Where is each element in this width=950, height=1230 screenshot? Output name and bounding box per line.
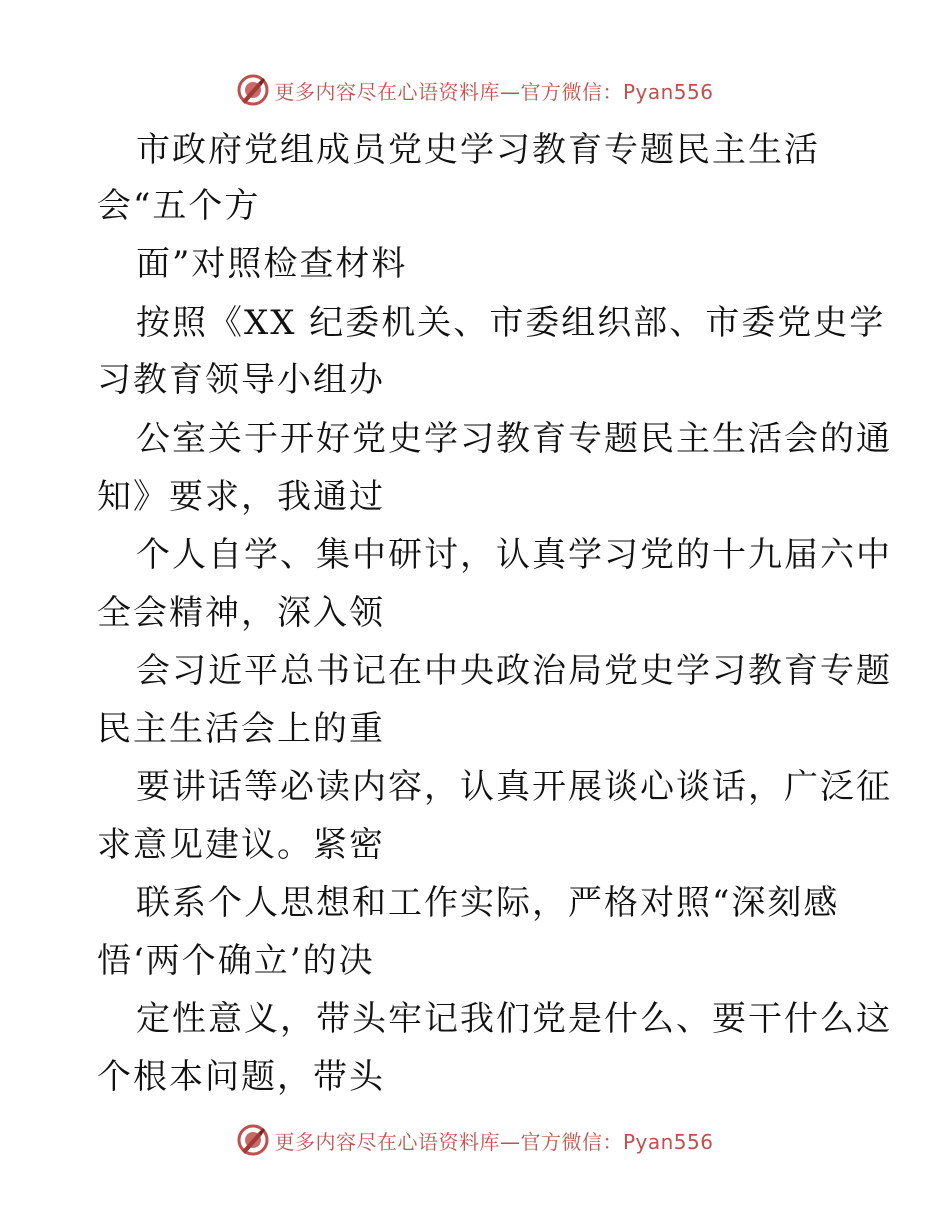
doc-line: 全会精神，深入领	[97, 593, 385, 633]
doc-line: 定性意义，带头牢记我们党是什么、要干什么这	[136, 999, 892, 1039]
doc-line: 会习近平总书记在中央政治局党史学习教育专题	[136, 651, 892, 691]
doc-line: 民主生活会上的重	[97, 709, 385, 749]
doc-line: 个人自学、集中研讨，认真学习党的十九届六中	[136, 535, 892, 575]
doc-line: 悟‘两个确立’的决	[97, 941, 375, 981]
pen-logo-icon	[236, 73, 270, 107]
header-watermark-text: 更多内容尽在心语资料库—官方微信：Pyan556	[274, 79, 714, 104]
doc-line: 市政府党组成员党史学习教育专题民主生活	[136, 130, 820, 170]
doc-line: 求意见建议。紧密	[97, 825, 385, 865]
doc-line: 公室关于开好党史学习教育专题民主生活会的通	[136, 419, 892, 459]
doc-line: 面”对照检查材料	[136, 244, 408, 284]
doc-line: 知》要求，我通过	[97, 477, 385, 517]
header-watermark	[0, 70, 950, 110]
pen-logo-icon	[236, 1123, 270, 1157]
doc-line: 按照《XX 纪委机关、市委组织部、市委党史学	[136, 303, 886, 343]
footer-watermark	[0, 1120, 950, 1160]
doc-line: 联系个人思想和工作实际，严格对照“深刻感	[136, 883, 840, 923]
footer-watermark-text: 更多内容尽在心语资料库—官方微信：Pyan556	[274, 1129, 714, 1154]
doc-line: 会“五个方	[97, 186, 261, 226]
doc-line: 个根本问题，带头	[97, 1057, 385, 1097]
doc-line: 习教育领导小组办	[97, 360, 385, 400]
doc-line: 要讲话等必读内容，认真开展谈心谈话，广泛征	[136, 767, 892, 807]
